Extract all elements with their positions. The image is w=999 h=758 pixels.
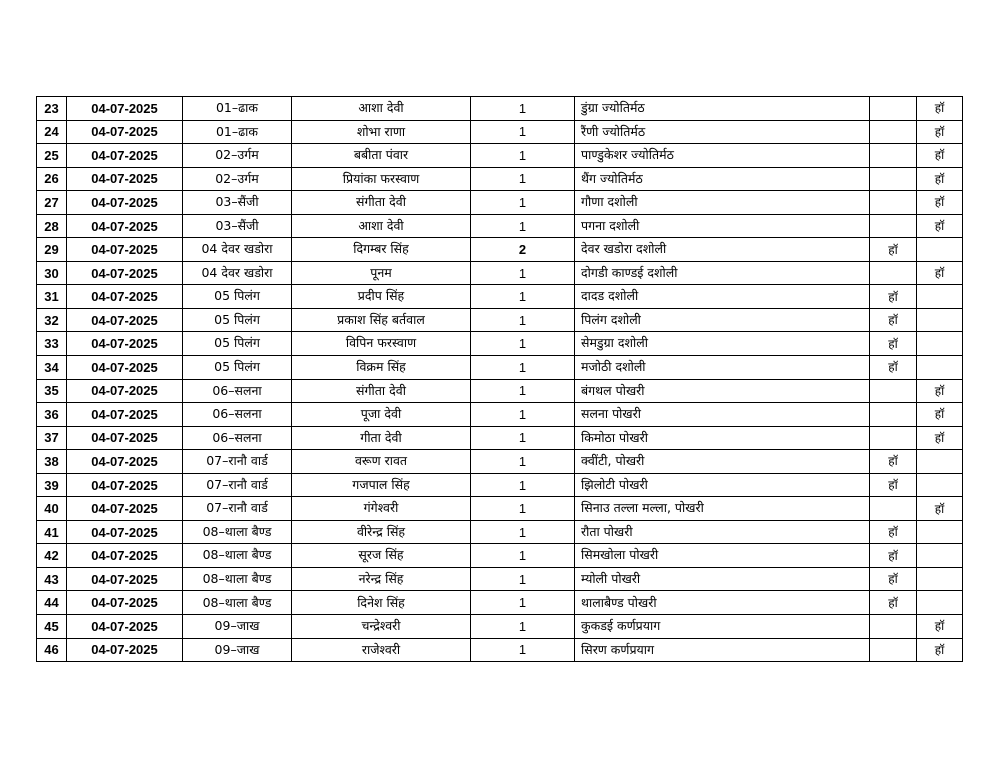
mark-cell-a	[870, 120, 917, 144]
ward-cell: 05 पिलंग	[183, 285, 292, 309]
serial-number-cell: 27	[37, 191, 67, 215]
mark-cell-a: हॉ	[870, 544, 917, 568]
address-cell: रौता पोखरी	[575, 520, 870, 544]
name-cell: विक्रम सिंह	[292, 356, 471, 380]
address-cell: पिलंग दशोली	[575, 308, 870, 332]
address-cell: कुकडई कर्णप्रयाग	[575, 615, 870, 639]
serial-number-cell: 37	[37, 426, 67, 450]
ward-cell: 01–ढाक	[183, 120, 292, 144]
count-cell: 1	[471, 638, 575, 662]
mark-cell-b: हॉ	[917, 426, 963, 450]
name-cell: आशा देवी	[292, 97, 471, 121]
date-cell: 04-07-2025	[67, 520, 183, 544]
name-cell: दिनेश सिंह	[292, 591, 471, 615]
mark-cell-b	[917, 450, 963, 474]
ward-cell: 08–थाला बैण्ड	[183, 567, 292, 591]
date-cell: 04-07-2025	[67, 356, 183, 380]
serial-number-cell: 29	[37, 238, 67, 262]
table-row	[37, 167, 963, 191]
date-cell: 04-07-2025	[67, 120, 183, 144]
table-row	[37, 450, 963, 474]
mark-cell-b	[917, 332, 963, 356]
mark-cell-b: हॉ	[917, 167, 963, 191]
mark-cell-b	[917, 544, 963, 568]
name-cell: राजेश्वरी	[292, 638, 471, 662]
address-cell: सिरण कर्णप्रयाग	[575, 638, 870, 662]
mark-cell-b: हॉ	[917, 261, 963, 285]
address-cell: सिमखोला पोखरी	[575, 544, 870, 568]
serial-number-cell: 42	[37, 544, 67, 568]
count-cell: 1	[471, 261, 575, 285]
ward-cell: 05 पिलंग	[183, 332, 292, 356]
date-cell: 04-07-2025	[67, 261, 183, 285]
name-cell: संगीता देवी	[292, 191, 471, 215]
date-cell: 04-07-2025	[67, 379, 183, 403]
mark-cell-b	[917, 238, 963, 262]
count-cell: 1	[471, 497, 575, 521]
mark-cell-b	[917, 473, 963, 497]
mark-cell-b: हॉ	[917, 379, 963, 403]
address-cell: सिनाउ तल्ला मल्ला, पोखरी	[575, 497, 870, 521]
ward-cell: 07–रानौ वार्ड	[183, 450, 292, 474]
table-row	[37, 214, 963, 238]
serial-number-cell: 45	[37, 615, 67, 639]
mark-cell-a	[870, 191, 917, 215]
count-cell: 1	[471, 167, 575, 191]
ward-cell: 06–सलना	[183, 379, 292, 403]
date-cell: 04-07-2025	[67, 544, 183, 568]
address-cell: पाण्डुकेशर ज्योतिर्मठ	[575, 144, 870, 168]
serial-number-cell: 40	[37, 497, 67, 521]
table-row	[37, 591, 963, 615]
address-cell: पगना दशोली	[575, 214, 870, 238]
count-cell: 1	[471, 191, 575, 215]
count-cell: 1	[471, 308, 575, 332]
count-cell: 1	[471, 214, 575, 238]
ward-cell: 04 देवर खडोरा	[183, 261, 292, 285]
table-row	[37, 97, 963, 121]
mark-cell-b	[917, 285, 963, 309]
table-row	[37, 308, 963, 332]
mark-cell-b	[917, 520, 963, 544]
ward-cell: 05 पिलंग	[183, 308, 292, 332]
ward-cell: 04 देवर खडोरा	[183, 238, 292, 262]
mark-cell-a	[870, 615, 917, 639]
address-cell: डुंग्रा ज्योतिर्मठ	[575, 97, 870, 121]
mark-cell-b: हॉ	[917, 497, 963, 521]
date-cell: 04-07-2025	[67, 450, 183, 474]
name-cell: आशा देवी	[292, 214, 471, 238]
mark-cell-b: हॉ	[917, 97, 963, 121]
mark-cell-b: हॉ	[917, 638, 963, 662]
mark-cell-b	[917, 356, 963, 380]
ward-cell: 03–सैंजी	[183, 191, 292, 215]
date-cell: 04-07-2025	[67, 497, 183, 521]
name-cell: नरेन्द्र सिंह	[292, 567, 471, 591]
mark-cell-a	[870, 144, 917, 168]
name-cell: शोभा राणा	[292, 120, 471, 144]
count-cell: 1	[471, 332, 575, 356]
date-cell: 04-07-2025	[67, 308, 183, 332]
name-cell: पूनम	[292, 261, 471, 285]
mark-cell-a: हॉ	[870, 308, 917, 332]
serial-number-cell: 25	[37, 144, 67, 168]
mark-cell-a	[870, 403, 917, 427]
serial-number-cell: 35	[37, 379, 67, 403]
address-cell: थालाबैण्ड पोखरी	[575, 591, 870, 615]
name-cell: गंगेश्वरी	[292, 497, 471, 521]
ward-cell: 06–सलना	[183, 426, 292, 450]
serial-number-cell: 39	[37, 473, 67, 497]
ward-cell: 02–उर्गम	[183, 144, 292, 168]
mark-cell-a: हॉ	[870, 332, 917, 356]
name-cell: वीरेन्द्र सिंह	[292, 520, 471, 544]
name-cell: संगीता देवी	[292, 379, 471, 403]
address-cell: सेमडुग्रा दशोली	[575, 332, 870, 356]
count-cell: 1	[471, 97, 575, 121]
mark-cell-b	[917, 567, 963, 591]
name-cell: दिगम्बर सिंह	[292, 238, 471, 262]
address-cell: थैंग ज्योतिर्मठ	[575, 167, 870, 191]
serial-number-cell: 46	[37, 638, 67, 662]
document-sheet	[36, 96, 963, 662]
date-cell: 04-07-2025	[67, 403, 183, 427]
table-row	[37, 332, 963, 356]
ward-cell: 09–जाख	[183, 615, 292, 639]
name-cell: गजपाल सिंह	[292, 473, 471, 497]
table-row	[37, 379, 963, 403]
date-cell: 04-07-2025	[67, 567, 183, 591]
mark-cell-b: हॉ	[917, 191, 963, 215]
ward-cell: 05 पिलंग	[183, 356, 292, 380]
mark-cell-a	[870, 97, 917, 121]
table-row	[37, 120, 963, 144]
ward-cell: 07–रानौ वार्ड	[183, 473, 292, 497]
mark-cell-b	[917, 591, 963, 615]
beneficiary-table	[36, 96, 963, 662]
count-cell: 1	[471, 520, 575, 544]
ward-cell: 08–थाला बैण्ड	[183, 544, 292, 568]
table-row	[37, 615, 963, 639]
mark-cell-b: हॉ	[917, 144, 963, 168]
mark-cell-b: हॉ	[917, 403, 963, 427]
address-cell: रैंणी ज्योतिर्मठ	[575, 120, 870, 144]
mark-cell-a	[870, 638, 917, 662]
ward-cell: 06–सलना	[183, 403, 292, 427]
mark-cell-a	[870, 167, 917, 191]
count-cell: 1	[471, 615, 575, 639]
date-cell: 04-07-2025	[67, 191, 183, 215]
address-cell: गौणा दशोली	[575, 191, 870, 215]
date-cell: 04-07-2025	[67, 591, 183, 615]
address-cell: दादड दशोली	[575, 285, 870, 309]
name-cell: बबीता पंवार	[292, 144, 471, 168]
count-cell: 1	[471, 450, 575, 474]
table-row	[37, 497, 963, 521]
date-cell: 04-07-2025	[67, 167, 183, 191]
table-row	[37, 473, 963, 497]
serial-number-cell: 43	[37, 567, 67, 591]
mark-cell-a	[870, 261, 917, 285]
table-row	[37, 191, 963, 215]
table-row	[37, 520, 963, 544]
ward-cell: 08–थाला बैण्ड	[183, 591, 292, 615]
date-cell: 04-07-2025	[67, 615, 183, 639]
name-cell: चन्द्रेश्वरी	[292, 615, 471, 639]
count-cell: 1	[471, 544, 575, 568]
address-cell: मजोठी दशोली	[575, 356, 870, 380]
serial-number-cell: 24	[37, 120, 67, 144]
name-cell: गीता देवी	[292, 426, 471, 450]
mark-cell-a: हॉ	[870, 473, 917, 497]
name-cell: पूजा देवी	[292, 403, 471, 427]
table-row	[37, 238, 963, 262]
count-cell: 1	[471, 591, 575, 615]
table-row	[37, 403, 963, 427]
table-row	[37, 638, 963, 662]
count-cell: 2	[471, 238, 575, 262]
date-cell: 04-07-2025	[67, 426, 183, 450]
serial-number-cell: 23	[37, 97, 67, 121]
date-cell: 04-07-2025	[67, 473, 183, 497]
table-row	[37, 285, 963, 309]
serial-number-cell: 44	[37, 591, 67, 615]
date-cell: 04-07-2025	[67, 214, 183, 238]
name-cell: वरूण रावत	[292, 450, 471, 474]
table-row	[37, 426, 963, 450]
table-row	[37, 356, 963, 380]
name-cell: सूरज सिंह	[292, 544, 471, 568]
table-body	[37, 97, 963, 662]
ward-cell: 01–ढाक	[183, 97, 292, 121]
mark-cell-a	[870, 379, 917, 403]
count-cell: 1	[471, 379, 575, 403]
ward-cell: 09–जाख	[183, 638, 292, 662]
mark-cell-a: हॉ	[870, 356, 917, 380]
count-cell: 1	[471, 473, 575, 497]
serial-number-cell: 41	[37, 520, 67, 544]
count-cell: 1	[471, 144, 575, 168]
date-cell: 04-07-2025	[67, 285, 183, 309]
ward-cell: 08–थाला बैण्ड	[183, 520, 292, 544]
mark-cell-a: हॉ	[870, 567, 917, 591]
table-row	[37, 261, 963, 285]
serial-number-cell: 33	[37, 332, 67, 356]
mark-cell-a	[870, 214, 917, 238]
mark-cell-a: हॉ	[870, 450, 917, 474]
name-cell: प्रकाश सिंह बर्तवाल	[292, 308, 471, 332]
mark-cell-a	[870, 426, 917, 450]
address-cell: दोगडी काण्डई दशोली	[575, 261, 870, 285]
serial-number-cell: 28	[37, 214, 67, 238]
count-cell: 1	[471, 403, 575, 427]
address-cell: झिलोटी पोखरी	[575, 473, 870, 497]
table-row	[37, 544, 963, 568]
serial-number-cell: 30	[37, 261, 67, 285]
name-cell: प्रियांका फरस्वाण	[292, 167, 471, 191]
mark-cell-b	[917, 308, 963, 332]
serial-number-cell: 36	[37, 403, 67, 427]
serial-number-cell: 26	[37, 167, 67, 191]
date-cell: 04-07-2025	[67, 332, 183, 356]
mark-cell-a: हॉ	[870, 520, 917, 544]
count-cell: 1	[471, 567, 575, 591]
address-cell: किमोठा पोखरी	[575, 426, 870, 450]
address-cell: क्वींटी, पोखरी	[575, 450, 870, 474]
mark-cell-b: हॉ	[917, 214, 963, 238]
name-cell: प्रदीप सिंह	[292, 285, 471, 309]
name-cell: विपिन फरस्वाण	[292, 332, 471, 356]
ward-cell: 03–सैंजी	[183, 214, 292, 238]
serial-number-cell: 31	[37, 285, 67, 309]
address-cell: देवर खडोरा दशोली	[575, 238, 870, 262]
address-cell: म्योली पोखरी	[575, 567, 870, 591]
ward-cell: 02–उर्गम	[183, 167, 292, 191]
mark-cell-a: हॉ	[870, 591, 917, 615]
mark-cell-b: हॉ	[917, 120, 963, 144]
date-cell: 04-07-2025	[67, 144, 183, 168]
ward-cell: 07–रानौ वार्ड	[183, 497, 292, 521]
serial-number-cell: 34	[37, 356, 67, 380]
count-cell: 1	[471, 120, 575, 144]
address-cell: बंगथल पोखरी	[575, 379, 870, 403]
count-cell: 1	[471, 285, 575, 309]
address-cell: सलना पोखरी	[575, 403, 870, 427]
date-cell: 04-07-2025	[67, 638, 183, 662]
serial-number-cell: 38	[37, 450, 67, 474]
count-cell: 1	[471, 426, 575, 450]
date-cell: 04-07-2025	[67, 97, 183, 121]
mark-cell-b: हॉ	[917, 615, 963, 639]
table-row	[37, 144, 963, 168]
mark-cell-a: हॉ	[870, 285, 917, 309]
date-cell: 04-07-2025	[67, 238, 183, 262]
table-row	[37, 567, 963, 591]
mark-cell-a: हॉ	[870, 238, 917, 262]
count-cell: 1	[471, 356, 575, 380]
serial-number-cell: 32	[37, 308, 67, 332]
mark-cell-a	[870, 497, 917, 521]
